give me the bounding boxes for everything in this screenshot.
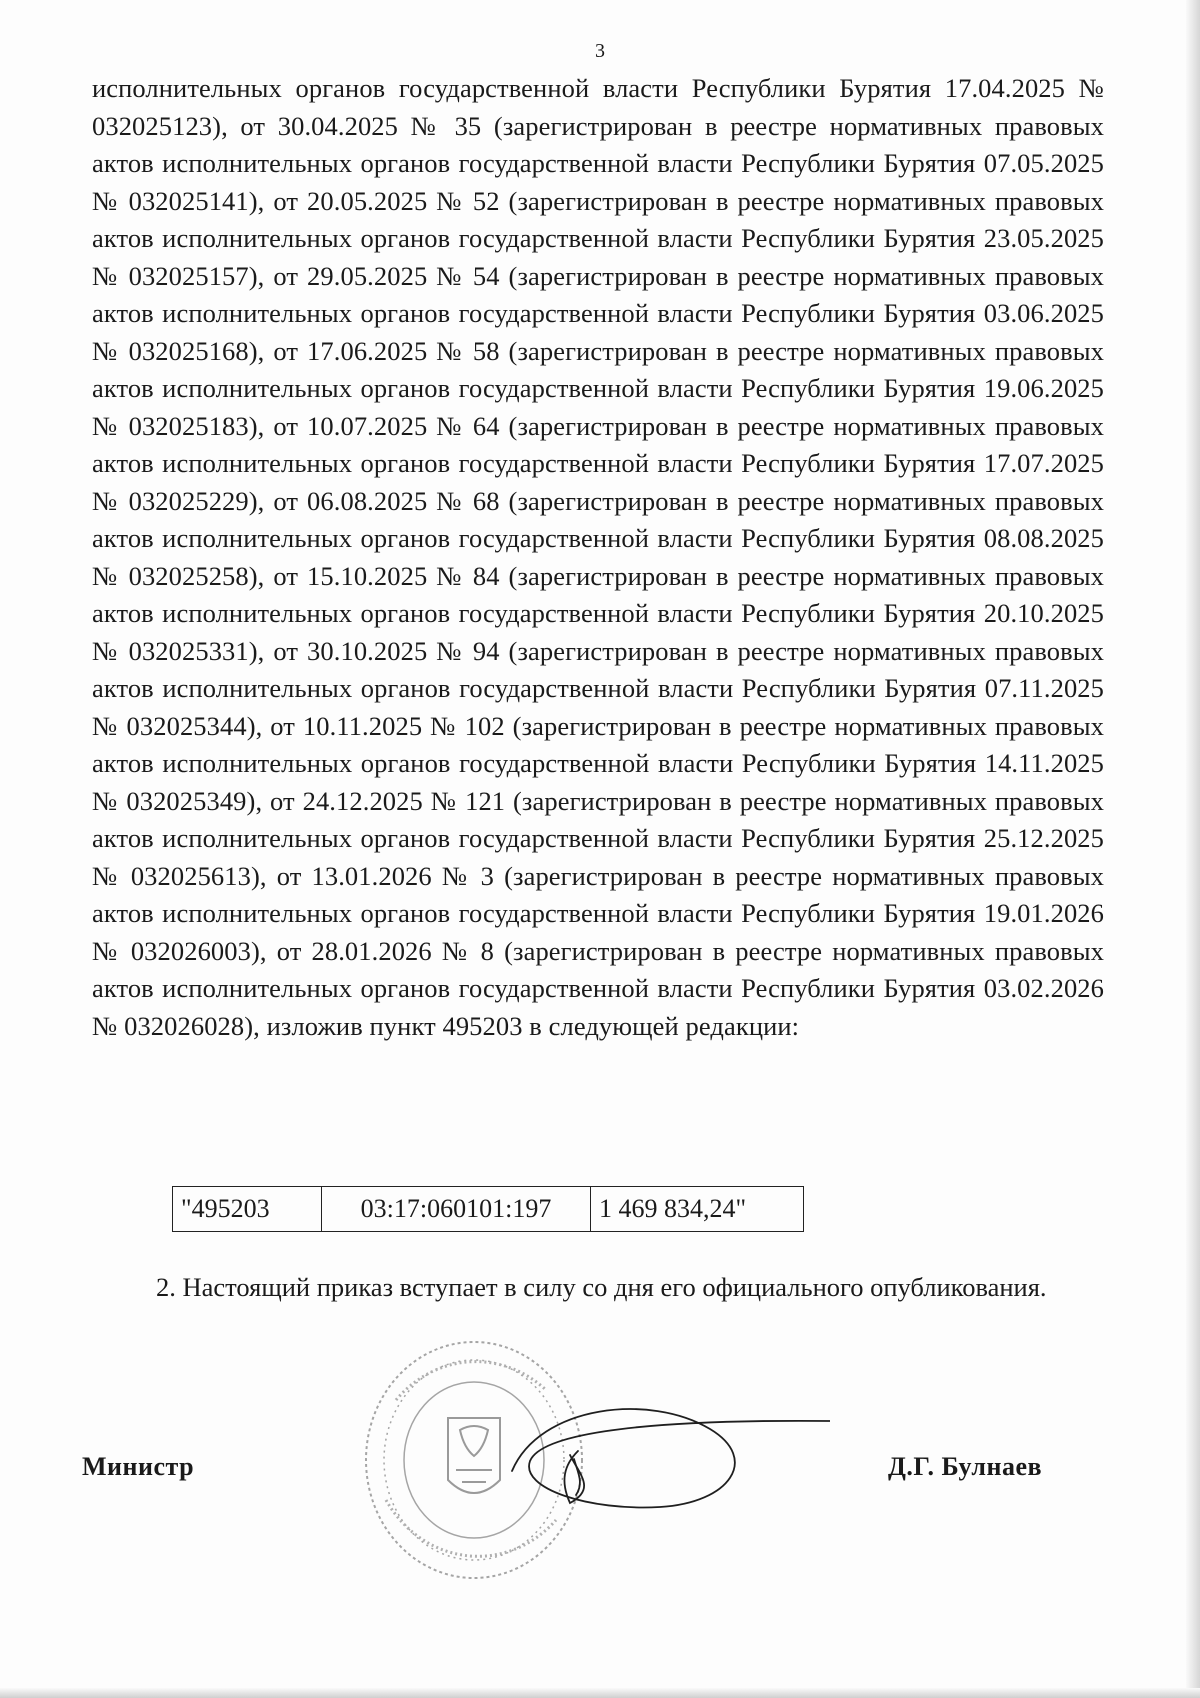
table-row — [173, 1187, 804, 1232]
body-paragraph — [92, 70, 1104, 1045]
table-cell-cadastral-number: 03:17:060101:197 — [322, 1187, 591, 1232]
signatory-title: Министр — [82, 1452, 195, 1481]
table-cell-item-number: "495203 — [173, 1187, 322, 1232]
scan-edge-right — [1186, 0, 1200, 1698]
signatory-name: Д.Г. Булнаев — [888, 1452, 1043, 1481]
page-number: 3 — [595, 40, 605, 62]
scan-edge-bottom — [0, 1688, 1200, 1698]
table-cell-cadastral-value: 1 469 834,24" — [591, 1187, 804, 1232]
handwritten-signature — [500, 1385, 830, 1525]
body-paragraph-text: исполнительных органов государственной власти Республики Бурятия 17.04.2025 № 032025123), от 30.04.2025 № 35 (зарегистрирован в реестре нормативных правовых актов исполнительных органов государственной власти Республики Бурятия 07.05.2025 № 032025141), от 20.05.2025 № 52 (зарегистрирован в реестре нормативных правовых актов исполнительных органов государственной власти Республики Бурятия 23.05.2025 № 032025157), от 29.05.2025 № 54 (зарегистрирован в реестре нормативных правовых актов исполнительных органов государственной власти Республики Бурятия 03.06.2025 № 032025168), от 17.06.2025 № 58 (зарегистрирован в реестре нормативных правовых актов исполнительных органов государственной власти Республики Бурятия 19.06.2025 № 032025183), от 10.07.2025 № 64 (зарегистрирован в реестре нормативных правовых актов исполнительных органов государственной власти Республики Бурятия 17.07.2025 № 032025229), от 06.08.2025 № 68 (зарегистрирован в реестре нормативных правовых актов исполнительных органов государственной власти Республики Бурятия 08.08.2025 № 032025258), от 15.10.2025 № 84 (зарегистрирован в реестре нормативных правовых актов исполнительных органов государственной власти Республики Бурятия 20.10.2025 № 032025331), от 30.10.2025 № 94 (зарегистрирован в реестре нормативных правовых актов исполнительных органов государственной власти Республики Бурятия 07.11.2025 № 032025344), от 10.11.2025 № 102 (зарегистрирован в реестре нормативных правовых актов исполнительных органов государственной власти Республики Бурятия 14.11.2025 № 032025349), от 24.12.2025 № 121 (зарегистрирован в реестре нормативных правовых актов исполнительных органов государственной власти Республики Бурятия 25.12.2025 № 032025613), от 13.01.2026 № 3 (зарегистрирован в реестре нормативных правовых актов исполнительных органов государственной власти Республики Бурятия 19.01.2026 № 032026003), от 28.01.2026 № 8 (зарегистрирован в реестре нормативных правовых актов исполнительных органов государственной власти Республики Бурятия 03.02.2026 № 032026028), изложив пункт 495203 в следующей редакции: — [92, 73, 1104, 1041]
cadastral-table — [172, 1186, 804, 1232]
clause-2: 2. Настоящий приказ вступает в силу со дня его официального опубликования. — [156, 1272, 1047, 1302]
